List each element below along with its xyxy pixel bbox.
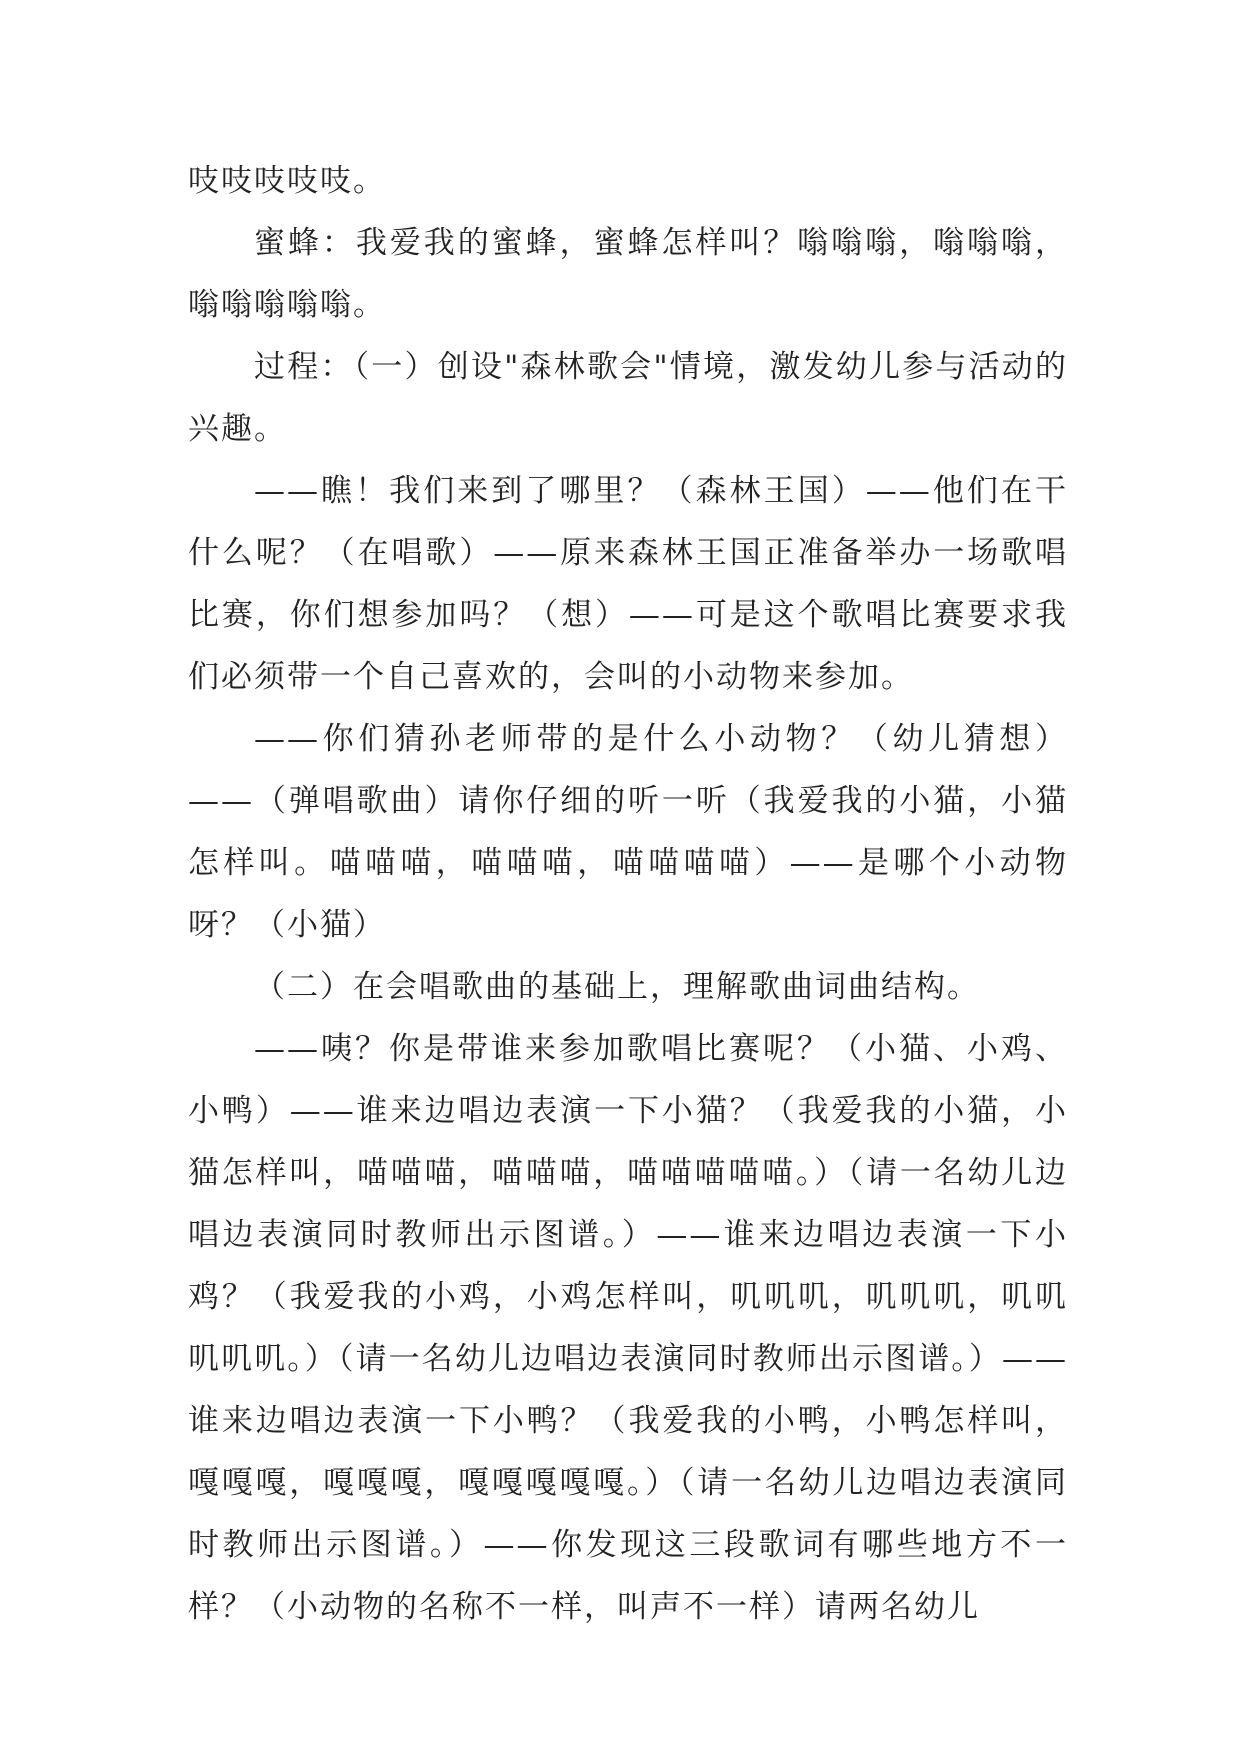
paragraph-sing-and-perform: ——咦？你是带谁来参加歌唱比赛呢？（小猫、小鸡、小鸭）——谁来边唱边表演一下小猫？（我爱我的小猫，小猫怎样叫，喵喵喵，喵喵喵，喵喵喵喵喵。）（请一名幼儿边唱边表演同时教师出示图谱。）——谁来边唱边表演一下小鸡？（我爱我的小鸡，小鸡怎样叫，叽叽叽，叽叽叽，叽叽叽叽叽。）（请一名幼儿边唱边表演同时教师出示图谱。）——谁来边唱边表演一下小鸭？（我爱我的小鸭，小鸭怎样叫，嘎嘎嘎，嘎嘎嘎，嘎嘎嘎嘎嘎。）（请一名幼儿边唱边表演同时教师出示图谱。）——你发现这三段歌词有哪些地方不一样？（小动物的名称不一样，叫声不一样）请两名幼儿	[188, 1031, 1068, 1625]
paragraph-bee-lyrics: 蜜蜂：我爱我的蜜蜂，蜜蜂怎样叫？嗡嗡嗡，嗡嗡嗡，嗡嗡嗡嗡嗡。	[188, 225, 1068, 323]
paragraph-process-step-2: （二）在会唱歌曲的基础上，理解歌曲词曲结构。	[254, 969, 980, 1005]
document-page	[188, 150, 1068, 1638]
paragraph-process-step-1: 过程：（一）创设"森林歌会"情境，激发幼儿参与活动的兴趣。	[188, 349, 1068, 447]
paragraph-guess-animal: ——你们猜孙老师带的是什么小动物？（幼儿猜想）——（弹唱歌曲）请你仔细的听一听（我爱我的小猫，小猫怎样叫。喵喵喵，喵喵喵，喵喵喵喵）——是哪个小动物呀？（小猫）	[188, 721, 1068, 943]
paragraph-continuation: 吱吱吱吱吱。	[188, 163, 386, 199]
paragraph-forest-kingdom: ——瞧！我们来到了哪里？（森林王国）——他们在干什么呢？（在唱歌）——原来森林王国正准备举办一场歌唱比赛，你们想参加吗？（想）——可是这个歌唱比赛要求我们必须带一个自己喜欢的，会叫的小动物来参加。	[188, 473, 1068, 695]
